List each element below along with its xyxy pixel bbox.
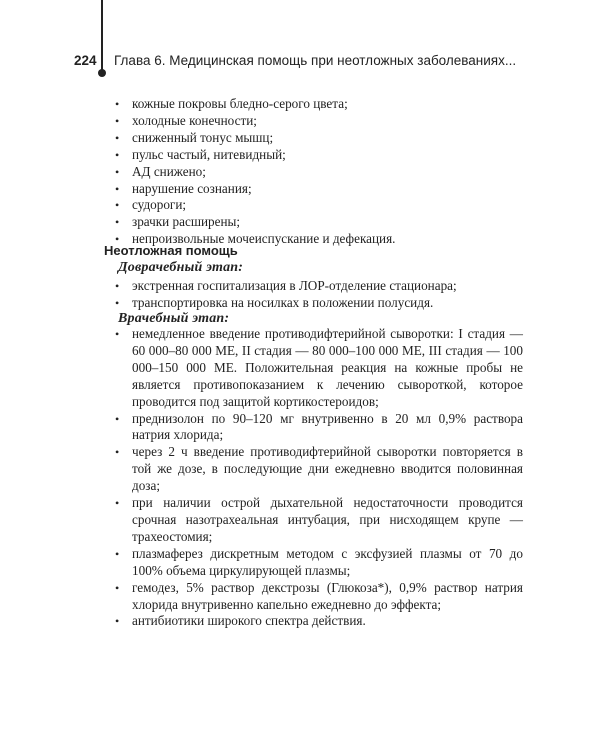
bullet-icon: • [115, 295, 120, 310]
prehospital-stage-heading: Доврачебный этап: [118, 260, 244, 275]
bullet-icon: • [115, 279, 120, 293]
medical-list [113, 326, 523, 630]
list-item: • экстренная госпитализация в ЛОР-отделение стационара; [115, 278, 457, 293]
list-item: • пульс частый, нитевидный; [115, 146, 286, 162]
bullet-icon: • [115, 614, 120, 629]
bullet-icon: • [115, 496, 120, 511]
bullet-icon: • [115, 445, 120, 460]
list-item: • преднизолон по 90–120 мг внутривенно в 20 мл 0,9% раствора натрия хлорида; [115, 410, 523, 443]
bullet-icon: • [115, 113, 120, 128]
list-item: • гемодез, 5% раствор декстрозы (Глюкоза*), 0,9% раствор натрия хлорида внутривенно капельно ежедневно до эффекта; [115, 579, 523, 612]
list-item: • немедленное введение противодифтерийной сыворотки: I стадия — 60 000–80 000 МЕ, II стадия — 80 000–100 000 МЕ, III стадия — 100 000–150 000 МЕ. Положительная реакция на кожные пробы не является противопоказанием к лечению сывороткой, которое проводится под защитой кортикостероидов; [115, 326, 523, 409]
list-item: • сниженный тонус мышц; [115, 129, 274, 145]
list-item: • кожные покровы бледно-серого цвета; [115, 96, 348, 111]
chapter-title: Глава 6. Медицинская помощь при неотложных заболеваниях... [114, 53, 517, 68]
bullet-icon: • [115, 411, 120, 426]
bullet-icon: • [115, 232, 120, 247]
page-number: 224 [74, 53, 97, 68]
bullet-icon: • [115, 181, 120, 196]
bullet-icon: • [115, 546, 120, 561]
bullet-icon: • [115, 198, 120, 213]
bullet-icon: • [115, 97, 120, 111]
medical-stage-heading: Врачебный этап: [118, 311, 230, 326]
section-heading: Неотложная помощь [104, 243, 238, 258]
list-item: • плазмаферез дискретным методом с эксфузией плазмы от 70 до 100% объема циркулирующей плазмы; [115, 545, 523, 578]
running-header [74, 53, 544, 73]
bullet-icon: • [115, 147, 120, 162]
list-item: • транспортировка на носилках в положении полусидя. [115, 294, 434, 310]
prehospital-list [113, 278, 533, 312]
list-item: • при наличии острой дыхательной недостаточности проводится срочная назотрахеальная интубация, при нисходящем крупе — трахеостомия; [115, 495, 523, 544]
list-item: • непроизвольные мочеиспускание и дефекация. [115, 231, 396, 247]
list-item: • через 2 ч введение противодифтерийной сыворотки повторяется в той же дозе, в последующие дни ежедневно вводится половинная доза; [115, 444, 523, 494]
bullet-icon: • [115, 164, 120, 179]
list-item: • зрачки расширены; [115, 214, 241, 230]
bullet-icon: • [115, 215, 120, 230]
symptoms-list [113, 96, 533, 248]
bullet-icon: • [115, 130, 120, 145]
bullet-icon: • [115, 327, 120, 341]
list-item: • антибиотики широкого спектра действия. [115, 613, 366, 629]
list-item: • АД снижено; [115, 163, 206, 179]
list-item: • холодные конечности; [115, 112, 257, 128]
list-item: • нарушение сознания; [115, 180, 252, 196]
list-item: • судороги; [115, 197, 187, 213]
bullet-icon: • [115, 580, 120, 595]
